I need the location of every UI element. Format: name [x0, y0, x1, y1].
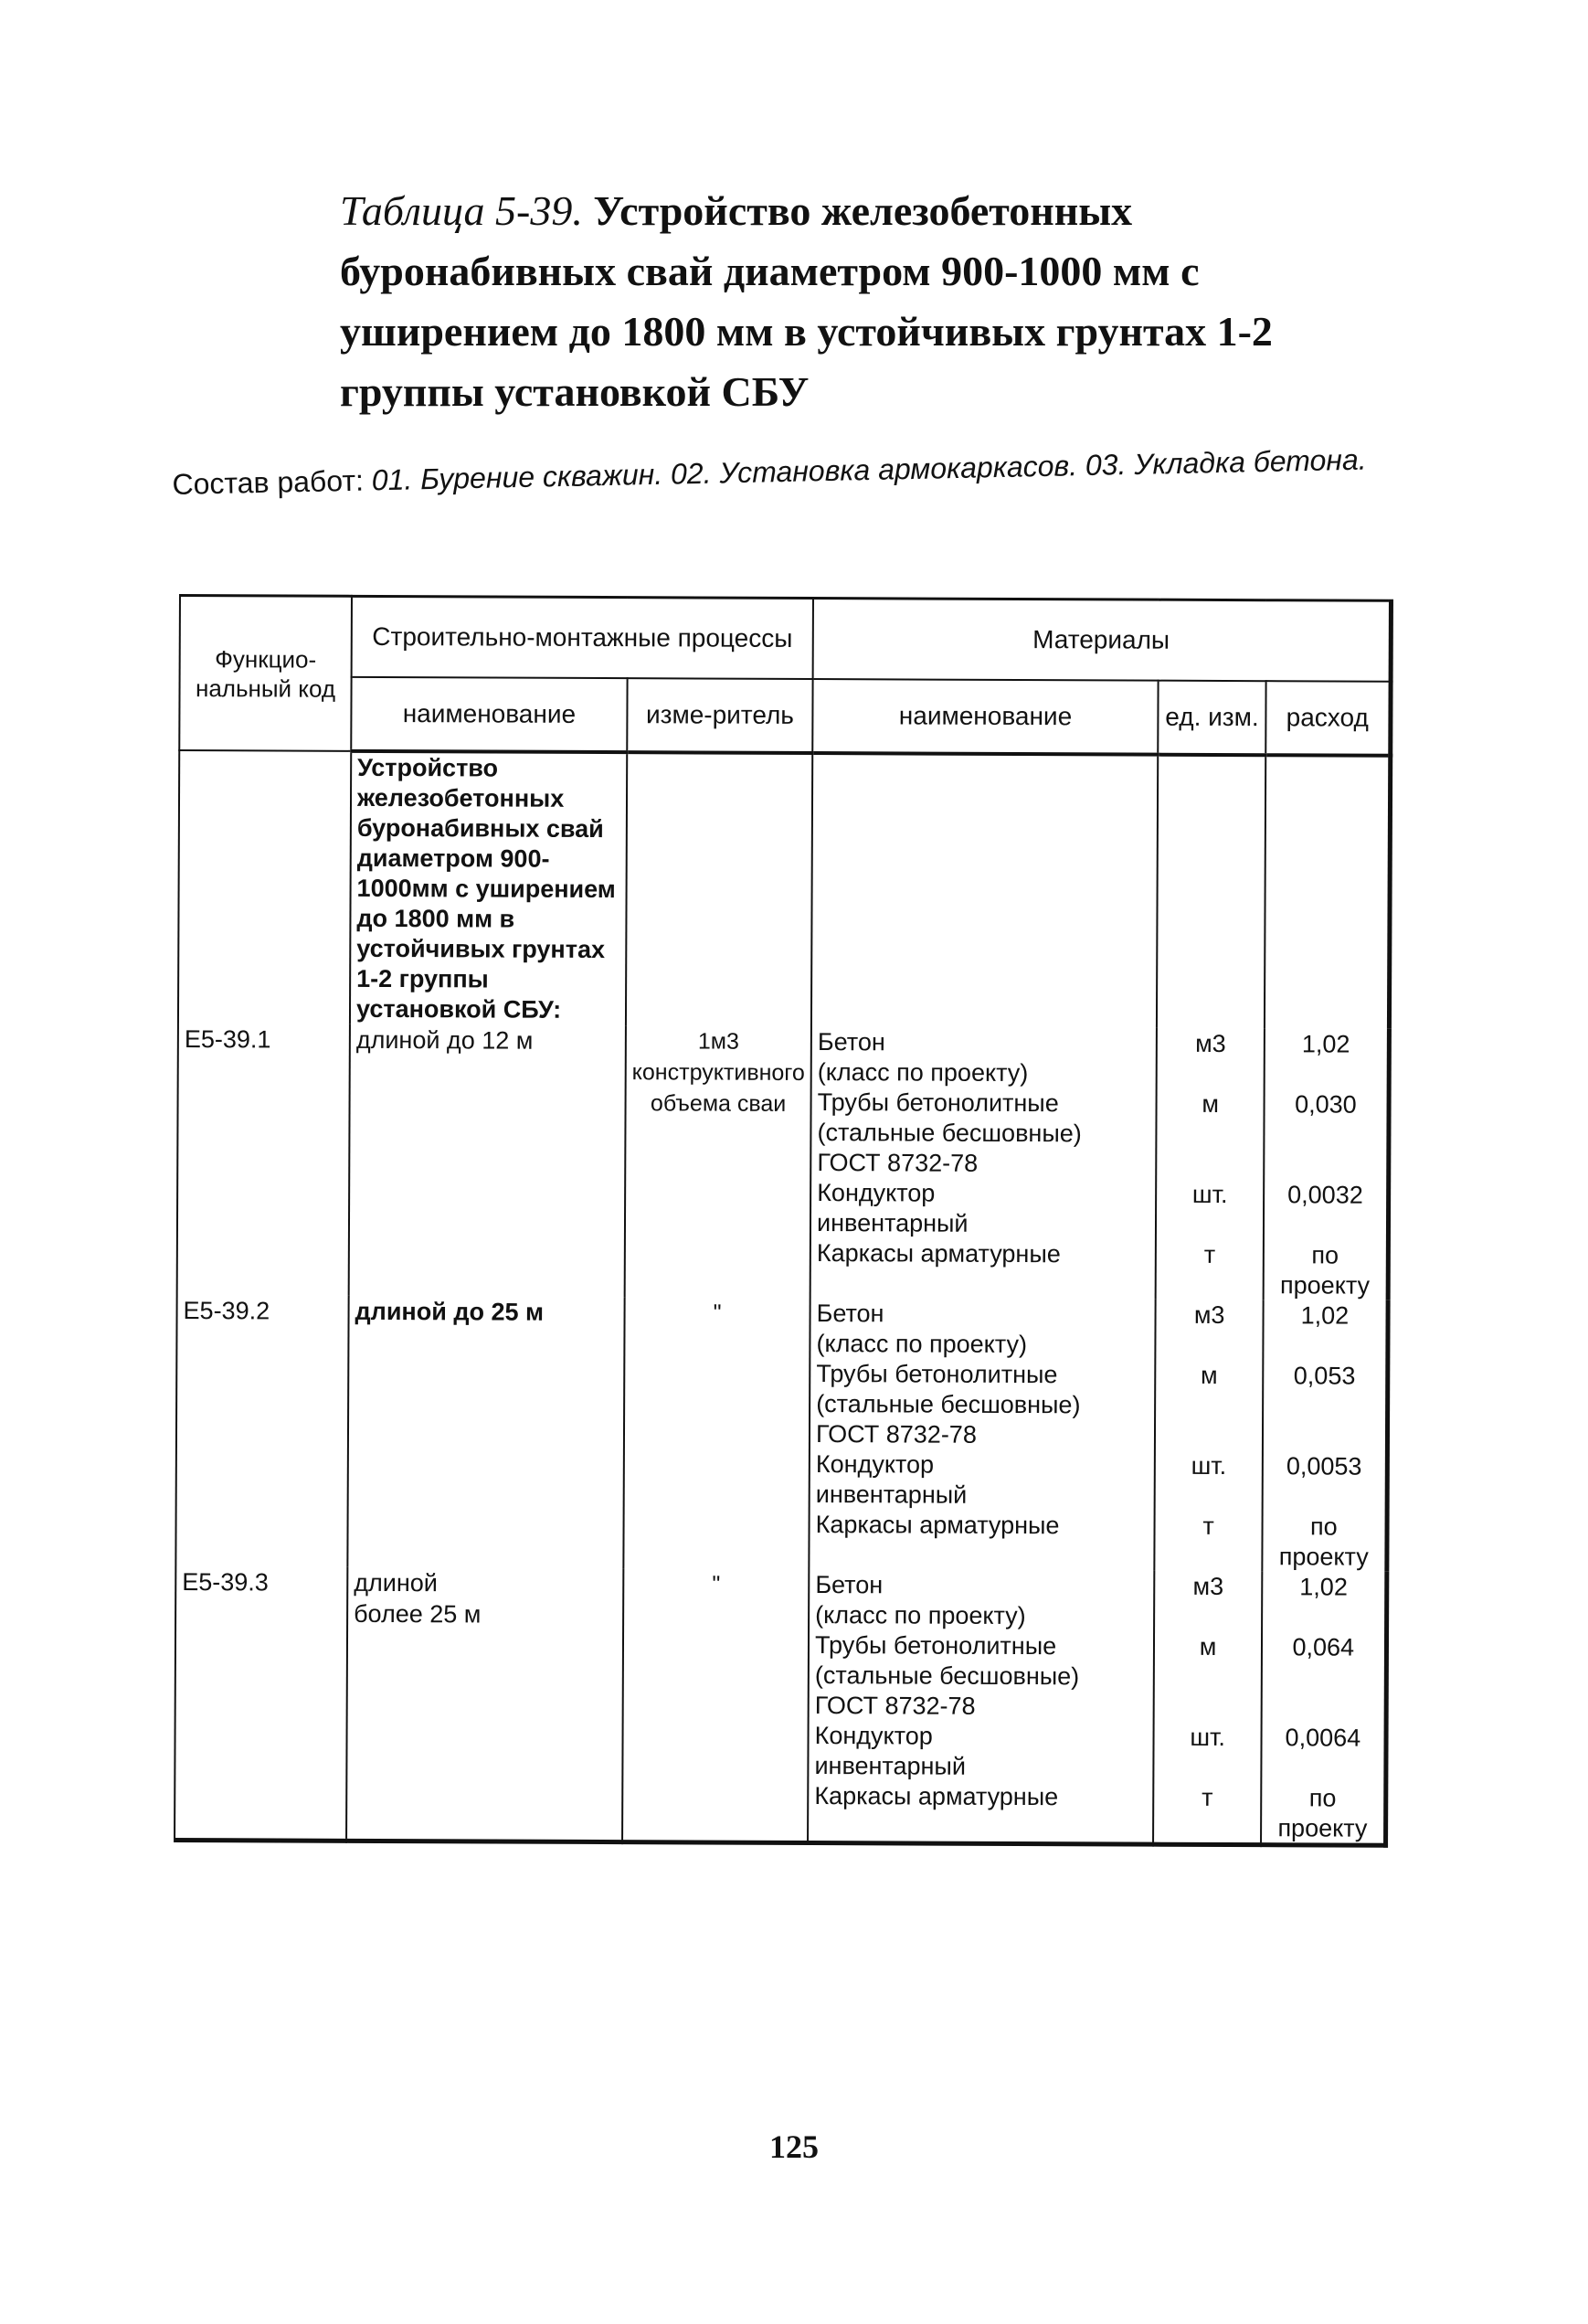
- work-scope-label: Состав работ:: [172, 463, 365, 501]
- header-processes: Строительно-монтажные процессы: [352, 596, 813, 679]
- material-rate: по: [1311, 1241, 1339, 1269]
- table-row: [175, 1566, 1386, 1845]
- row-name: длиной до 12 м: [349, 1024, 626, 1297]
- row-measure: ": [623, 1297, 810, 1569]
- material-rates: [1262, 1300, 1387, 1572]
- material-units: [1153, 1571, 1262, 1845]
- norms-table: [174, 594, 1393, 1848]
- material-rate: 0,030: [1295, 1090, 1357, 1119]
- material-note: (стальные бесшовные): [817, 1119, 1082, 1148]
- material-names: [808, 1569, 1154, 1844]
- material-rate: 0,053: [1293, 1362, 1356, 1390]
- header-material-rate: расход: [1265, 681, 1390, 756]
- header-code: Функцио-нальный код: [179, 596, 352, 751]
- material-rate: по: [1308, 1784, 1337, 1812]
- material-note: (стальные бесшовные): [816, 1390, 1081, 1419]
- material-name: Кондуктор: [815, 1450, 935, 1479]
- material-unit: т: [1202, 1783, 1213, 1811]
- material-unit: м: [1201, 1361, 1218, 1389]
- material-rate: 0,0053: [1286, 1452, 1362, 1480]
- row-name: [346, 1567, 623, 1842]
- material-note: инвентарный: [814, 1752, 967, 1780]
- material-standard: ГОСТ 8732-78: [817, 1149, 979, 1177]
- row-measure: ": [622, 1568, 809, 1842]
- material-rate-note: проекту: [1278, 1543, 1369, 1571]
- table-row: [178, 750, 1390, 1029]
- row-code: Е5-39.1: [177, 1024, 350, 1296]
- work-scope-items: 01. Бурение скважин. 02. Установка армокаркасов. 03. Укладка бетона.: [371, 442, 1367, 497]
- material-unit: м3: [1195, 1029, 1226, 1058]
- material-rate: 1,02: [1300, 1301, 1350, 1330]
- header-material-name: наименование: [812, 679, 1158, 755]
- header-process-name: наименование: [351, 677, 627, 752]
- material-note: инвентарный: [817, 1209, 969, 1237]
- row-code: Е5-39.2: [175, 1295, 348, 1567]
- material-rate: по: [1310, 1512, 1338, 1541]
- material-rates: [1264, 1028, 1389, 1300]
- material-name: Каркасы арматурные: [815, 1511, 1060, 1540]
- work-scope: [172, 437, 1379, 506]
- material-name: Бетон: [815, 1571, 884, 1599]
- material-note: (класс по проекту): [815, 1601, 1026, 1630]
- material-rate: 0,064: [1292, 1633, 1355, 1661]
- header-material-unit: ед. изм.: [1158, 681, 1265, 756]
- material-name: Кондуктор: [817, 1179, 936, 1207]
- section-intro: Устройство железобетонных буронабивных свай диаметром 900-1000мм с уширением до 1800 мм в устойчивых грунтах 1-2 группы установкой СБУ:: [355, 753, 616, 1024]
- material-unit: м: [1199, 1632, 1217, 1661]
- norms-table-wrapper: [174, 594, 1393, 1848]
- material-rate-note: проекту: [1277, 1814, 1368, 1842]
- material-rate: 0,0064: [1285, 1724, 1361, 1752]
- material-standard: ГОСТ 8732-78: [816, 1420, 977, 1449]
- material-rate: 1,02: [1301, 1030, 1350, 1058]
- material-note: (стальные бесшовные): [814, 1661, 1080, 1691]
- material-unit: шт.: [1191, 1180, 1228, 1209]
- row-code: Е5-39.3: [175, 1566, 347, 1841]
- material-name: Трубы бетонолитные: [816, 1360, 1058, 1389]
- table-title: [340, 181, 1391, 422]
- material-name: Каркасы арматурные: [816, 1239, 1061, 1268]
- material-name: Трубы бетонолитные: [817, 1088, 1059, 1118]
- material-names: [810, 1026, 1157, 1300]
- material-note: инвентарный: [815, 1480, 968, 1509]
- material-note: (класс по проекту): [816, 1330, 1028, 1359]
- material-rate: 1,02: [1299, 1573, 1348, 1601]
- table-row: [177, 1024, 1389, 1300]
- table-row: [175, 1295, 1387, 1572]
- material-standard: ГОСТ 8732-78: [814, 1692, 976, 1720]
- material-unit: шт.: [1190, 1723, 1225, 1752]
- material-unit: м3: [1193, 1300, 1225, 1330]
- material-units: [1156, 1028, 1265, 1300]
- row-name: длиной до 25 м: [347, 1296, 624, 1568]
- material-note: (класс по проекту): [817, 1058, 1029, 1088]
- material-unit: т: [1202, 1512, 1214, 1540]
- header-materials: Материалы: [813, 599, 1391, 682]
- material-name: Трубы бетонолитные: [815, 1631, 1057, 1661]
- material-name: Каркасы арматурные: [814, 1782, 1059, 1811]
- material-name: Кондуктор: [814, 1722, 933, 1750]
- row-measure: 1м3 конструктивного объема сваи: [625, 1025, 811, 1298]
- material-rate: 0,0032: [1287, 1181, 1363, 1209]
- table-caption: Устройство железобетонных буронабивных свай диаметром 900-1000 мм с уширением до 1800 мм в устойчивых грунтах 1-2 группы установкой СБУ: [340, 187, 1273, 415]
- material-unit: шт.: [1191, 1451, 1227, 1480]
- material-names: [809, 1298, 1155, 1571]
- page-number: 125: [769, 2128, 819, 2165]
- material-name: Бетон: [816, 1300, 884, 1328]
- material-rate-note: проекту: [1280, 1271, 1371, 1300]
- material-unit: м3: [1192, 1572, 1224, 1600]
- material-unit: т: [1203, 1240, 1216, 1268]
- header-process-measure: изме-ритель: [627, 678, 812, 753]
- material-units: [1154, 1300, 1263, 1572]
- material-unit: м: [1202, 1089, 1220, 1118]
- table-number: Таблица 5-39.: [340, 187, 583, 234]
- material-name: Бетон: [817, 1028, 885, 1056]
- material-rates: [1261, 1571, 1386, 1845]
- row-name-text: длиной более 25 м: [354, 1568, 482, 1629]
